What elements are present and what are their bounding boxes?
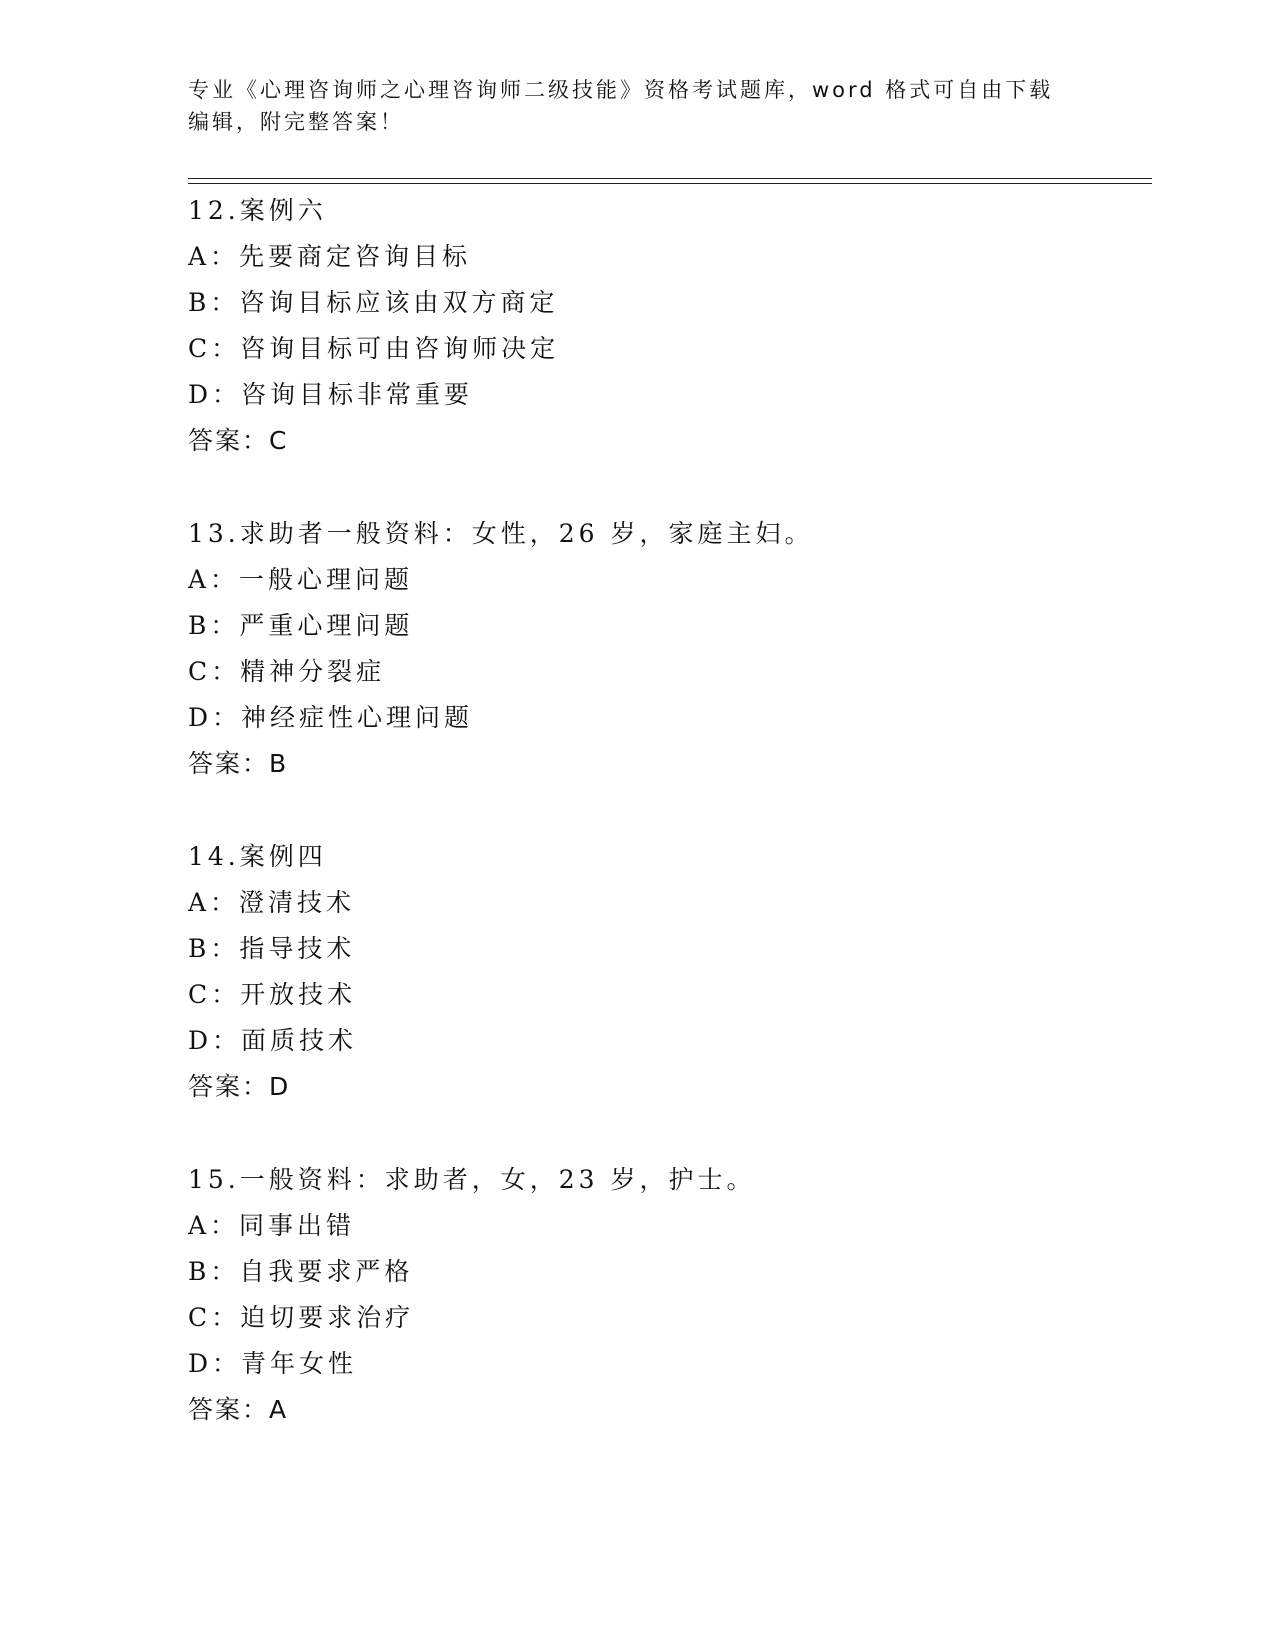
answer-label: 答案：D [188,1072,291,1101]
option-b: B：指导技术 [188,934,356,963]
option-b: B：严重心理问题 [188,611,414,640]
header-divider-top [188,178,1152,179]
option-c: C：咨询目标可由咨询师决定 [188,334,560,363]
option-c: C：迫切要求治疗 [188,1303,415,1332]
question-stem: 14.案例四 [188,842,327,871]
header-line-2: 编辑，附完整答案！ [188,110,404,134]
option-d: D：咨询目标非常重要 [188,380,474,409]
option-c: C：精神分裂症 [188,657,386,686]
header-divider-bottom [188,183,1152,184]
option-b: B：咨询目标应该由双方商定 [188,288,559,317]
question-15 [188,1157,1148,1433]
option-d: D：面质技术 [188,1026,358,1055]
option-d: D：神经症性心理问题 [188,703,474,732]
option-a: A：同事出错 [188,1211,356,1240]
question-13 [188,511,1148,787]
option-a: A：澄清技术 [188,888,356,917]
answer-label: 答案：A [188,1395,289,1424]
option-c: C：开放技术 [188,980,357,1009]
option-a: A：一般心理问题 [188,565,414,594]
option-d: D：青年女性 [188,1349,358,1378]
question-12 [188,188,1148,464]
question-list [188,188,1148,1480]
question-stem: 15.一般资料：求助者，女，23 岁，护士。 [188,1165,756,1194]
answer-label: 答案：C [188,426,289,455]
option-a: A：先要商定咨询目标 [188,242,472,271]
document-header [188,74,1088,138]
question-stem: 13.求助者一般资料：女性，26 岁，家庭主妇。 [188,519,814,548]
question-stem: 12.案例六 [188,196,327,225]
header-line-1: 专业《心理咨询师之心理咨询师二级技能》资格考试题库，word 格式可自由下载 [188,78,1054,102]
option-b: B：自我要求严格 [188,1257,414,1286]
answer-label: 答案：B [188,749,289,778]
question-14 [188,834,1148,1110]
